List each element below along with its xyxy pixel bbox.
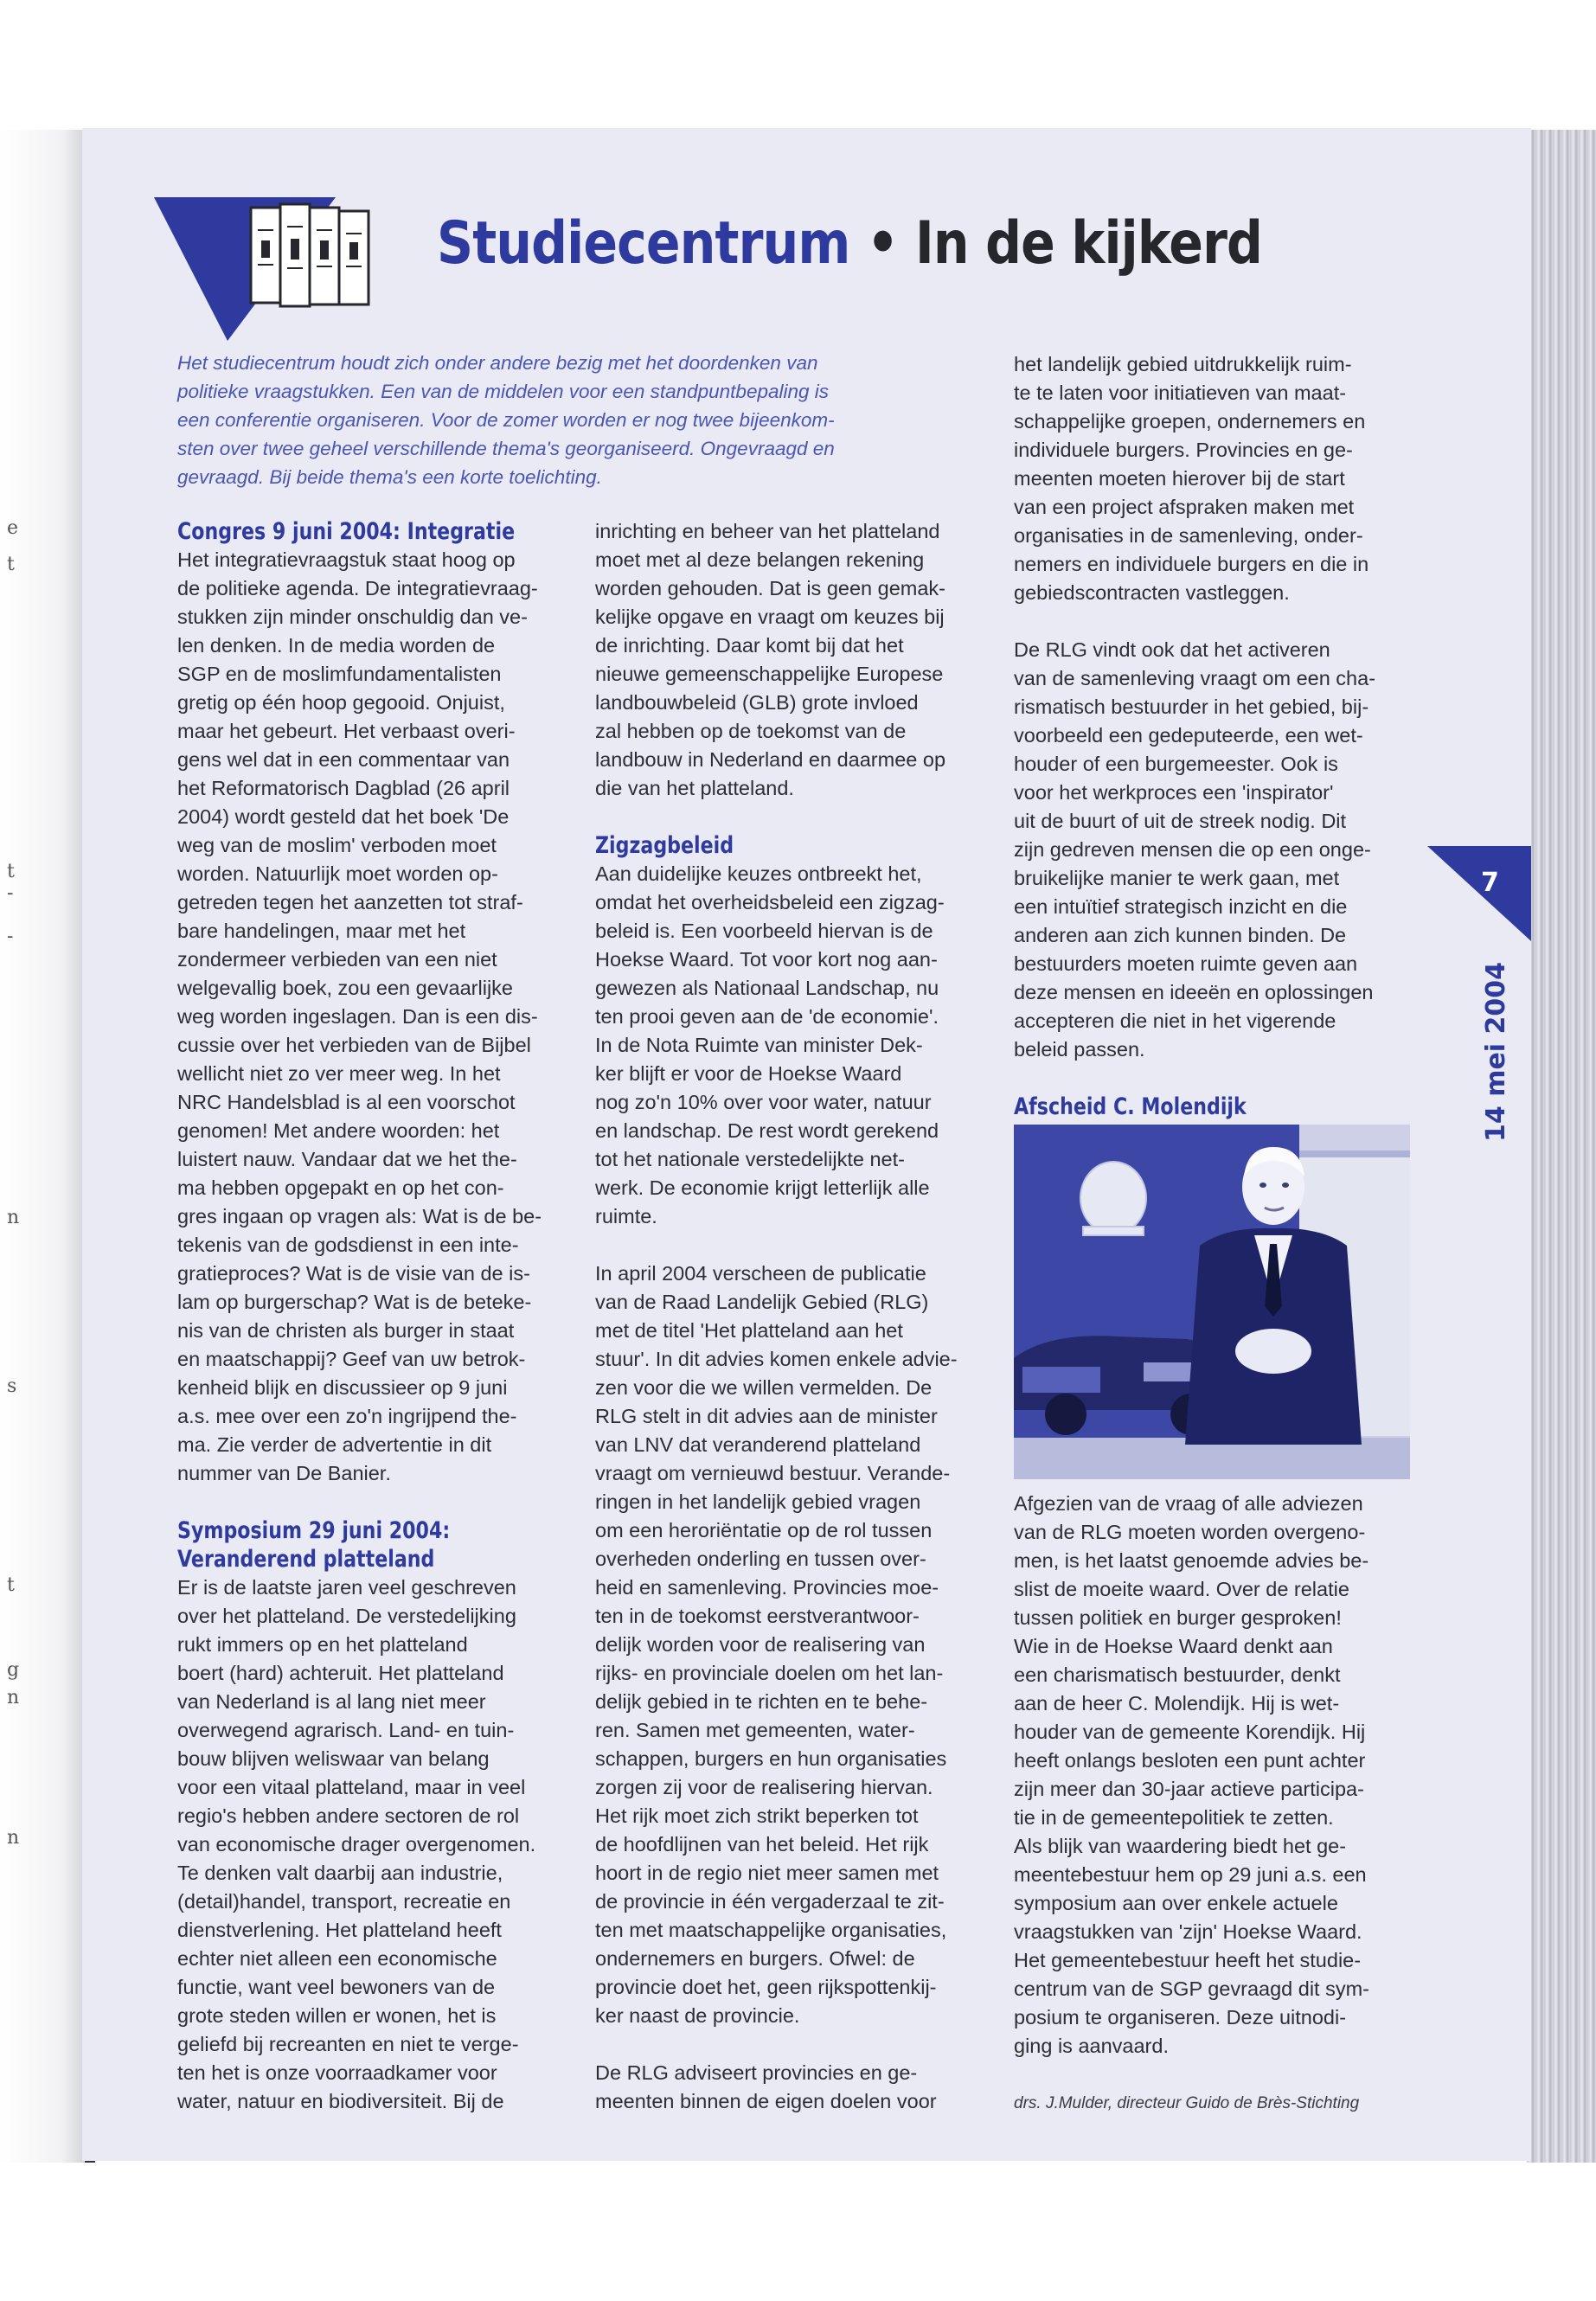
spacer <box>595 803 993 831</box>
left-page-fragment: t <box>7 861 15 882</box>
column-3 <box>1014 350 1416 2118</box>
paragraph-zigzagbeleid: Aan duidelijke keuzes ontbreekt het, omdat het overheidsbeleid een zigzag- beleid is. Een voorbeeld hiervan is de Hoekse Waard. Tot voor kort nog aan- gewezen als Nationaal Landschap, nu ten prooi geven aan de 'de economie'. In de Nota Ruimte van minister Dek- ker blijft er voor de Hoekse Waard nog zo'n 10% over voor water, natuur en landschap. De rest wordt gerekend tot het nationale verstedelijkte net- werk. De economie krijgt letterlijk alle ruimte. <box>595 862 945 1227</box>
left-page-fragment: s <box>7 1375 17 1397</box>
title-part-1: Studiecentrum <box>437 209 850 278</box>
intro-paragraph <box>177 349 956 491</box>
spacer <box>595 1231 993 1259</box>
paragraph-initiatieven: het landelijk gebied uitdrukkelijk ruim- te te laten voor initiatieven van maat- schappelijke groepen, ondernemers en individuele burgers. Provincies en ge- meenten moeten hierover bij de start van een project afspraken maken met organisaties in de samenleving, onder- nemers en individuele burgers en die in gebiedscontracten vastleggen. <box>1014 353 1369 604</box>
heading-symposium: Symposium 29 juni 2004: <box>177 1517 451 1544</box>
paragraph-rlg-publicatie: In april 2004 verscheen de publicatie van de Raad Landelijk Gebied (RLG) met de titel 'Het platteland aan het stuur'. In dit advies komen enkele advie- zen voor die we willen vermelden. De RLG stelt in dit advies aan de minister van LNV dat veranderend platteland vraagt om vernieuwd bestuur. Verande- ringen in het landelijk gebied vragen om een heroriëntatie op de rol tussen overheden onderling en tussen over- heid en samenleving. Provincies moe- ten in de toekomst eerstverantwoor- delijk worden voor de realisering van rijks- en provinciale doelen om het lan- delijk gebied in te richten en te behe- ren. Samen met gemeenten, water- schappen, burgers en hun organisaties zorgen zij voor de realisering hiervan. Het rijk moet zich strikt beperken tot de hoofdlijnen van het beleid. Het rijk hoort in de regio niet meer samen met de provincie in één vergaderzaal te zit- ten met maatschappelijke organisaties, ondernemers en burgers. Ofwel: de provincie doet het, geen rijkspottenkij- ker naast de provincie. <box>595 1262 958 2027</box>
heading-congres: Congres 9 juni 2004: Integratie <box>177 518 516 545</box>
column-1 <box>177 517 567 2116</box>
portrait-photo <box>1014 1125 1410 1479</box>
left-page-fragment: t <box>7 554 15 575</box>
paragraph-charismatisch: De RLG vindt ook dat het activeren van de samenleving vraagt om een cha- rismatisch bestuurder in het gebied, bij- voorbeeld een gedeputeerde, een wet- houder of een burgemeester. Ook is voor het werkproces een 'inspirator' uit de buurt of uit de streek nodig. Dit zijn gedreven mensen die op een onge- bruikelijke manier te werk gaan, met een intuïtief strategisch inzicht en die anderen aan zich kunnen binden. De bestuurders moeten ruimte geven aan deze mensen en ideeën en oplossingen accepteren die niet in het vigerende beleid passen. <box>1014 638 1376 1061</box>
books-logo-icon <box>154 195 388 343</box>
left-page-fragment: n <box>7 1207 20 1228</box>
spacer <box>1014 607 1416 636</box>
title-part-2: In de kijkerd <box>914 209 1263 278</box>
left-page-fragment: g <box>7 1659 20 1681</box>
right-page-edges <box>1527 130 1596 2163</box>
column-2 <box>595 517 993 2116</box>
spacer <box>1014 2061 1416 2089</box>
intro-line: politieke vraagstukken. Een van de middelen voor een standpuntbepaling is <box>177 381 830 402</box>
heading-zigzagbeleid: Zigzagbeleid <box>595 832 734 859</box>
spacer <box>1014 1064 1416 1093</box>
left-page-fragment: e <box>7 517 19 539</box>
page-title <box>437 209 1262 278</box>
spacer <box>595 2030 993 2059</box>
intro-line: Het studiecentrum houdt zich onder andere bezig met het doordenken van <box>177 352 818 374</box>
paragraph-platteland: Er is de laatste jaren veel geschreven over het platteland. De verstedelijking rukt immers op en het platteland boert (hard) achteruit. Het platteland van Nederland is al lang niet meer overwegend agrarisch. Land- en tuin- bouw blijven weliswaar van belang voor een vitaal platteland, maar in veel regio's hebben andere sectoren de rol van economische drager overgenomen. Te denken valt daarbij aan industrie, (detail)handel, transport, recreatie en dienstverlening. Het platteland heeft echter niet alleen een economische functie, want veel bewoners van de grote steden willen er wonen, het is geliefd bij recreanten en niet te verge- ten het is onze voorraadkamer voor water, natuur en biodiversiteit. Bij de <box>177 1576 536 2112</box>
heading-afscheid: Afscheid C. Molendijk <box>1014 1093 1247 1120</box>
intro-line: gevraagd. Bij beide thema's een korte toelichting. <box>177 466 602 488</box>
issue-date: 14 mei 2004 <box>1481 961 1511 1142</box>
paragraph-inrichting: inrichting en beheer van het platteland moet met al deze belangen rekening worden gehouden. Dat is geen gemak- kelijke opgave en vraagt om keuzes bij de inrichting. Daar komt bij dat het nieuwe gemeenschappelijke Europese landbouwbeleid (GLB) grote invloed zal hebben op de toekomst van de landbouw in Nederland en daarmee op die van het platteland. <box>595 520 946 799</box>
left-page-fragment: n <box>7 1827 20 1849</box>
intro-line: sten over twee geheel verschillende thema's georganiseerd. Ongevraagd en <box>177 438 835 459</box>
left-page-fragment: - <box>7 882 14 904</box>
left-page-fragment: - <box>7 926 14 947</box>
paragraph-molendijk: Afgezien van de vraag of alle adviezen van de RLG moeten worden overgeno- men, is het laatst genoemde advies be- slist de moeite waard. Over de relatie tussen politiek en burger gesproken! Wie in de Hoekse Waard denkt aan een charismatisch bestuurder, denkt aan de heer C. Molendijk. Hij is wet- houder van de gemeente Korendijk. Hij heeft onlangs besloten een punt achter zijn meer dan 30-jaar actieve participa- tie in de gemeentepolitiek te zetten. Als blijk van waardering biedt het ge- meentebestuur hem op 29 juni a.s. een symposium aan over enkele actuele vraagstukken van 'zijn' Hoekse Waard. Het gemeentebestuur heeft het studie- centrum van de SGP gevraagd dit sym- posium te organiseren. Deze uitnodi- ging is aanvaard. <box>1014 1492 1370 2057</box>
left-page-fragment: n <box>7 1687 20 1708</box>
title-bullet: • <box>849 209 915 278</box>
paragraph-integratie: Het integratievraagstuk staat hoog op de politieke agenda. De integratievraag- stukken zijn minder onschuldig dan ve- len denken. In de media worden de SGP en de moslimfundamentalisten gretig op één hoop gegooid. Onjuist, maar het gebeurt. Het verbaast overi- gens wel dat in een commentaar van het Reformatorisch Dagblad (26 april 2004) wordt gesteld dat het boek 'De weg van de moslim' verboden moet worden. Natuurlijk moet worden op- getreden tegen het aanzetten tot straf- bare handelingen, maar met het zondermeer verbieden van een niet welgevallig boek, zou een gevaarlijke weg worden ingeslagen. Dan is een dis- cussie over het verbieden van de Bijbel wellicht niet zo ver meer weg. In het NRC Handelsblad is al een voorschot genomen! Met andere woorden: het luistert nauw. Vandaar dat we het the- ma hebben opgepakt en op het con- gres ingaan op vragen als: Wat is de be- tekenis van de godsdienst in een inte- gratieproces? Wat is de visie van de is- lam op burgerschap? Wat is de beteke- nis van de christen als burger in staat en maatschappij? Geef van uw betrok- kenheid blijk en discussieer op 9 juni a.s. mee over een zo'n ingrijpend the- ma. Zie verder de advertentie in dit nummer van De Banier. <box>177 548 542 1484</box>
page-number-badge <box>1427 846 1531 941</box>
left-page-fragment: t <box>7 1574 15 1596</box>
page-number: 7 <box>1481 868 1499 898</box>
paragraph-rlg-adviseert: De RLG adviseert provincies en ge- meenten binnen de eigen doelen voor <box>595 2061 937 2112</box>
intro-line: een conferentie organiseren. Voor de zomer worden er nog twee bijeenkom- <box>177 409 835 431</box>
signature: drs. J.Mulder, directeur Guido de Brès-Stichting <box>1014 2094 1360 2112</box>
spacer <box>177 1488 567 1516</box>
heading-platteland: Veranderend platteland <box>177 1546 435 1573</box>
left-page-edge <box>0 130 88 2163</box>
